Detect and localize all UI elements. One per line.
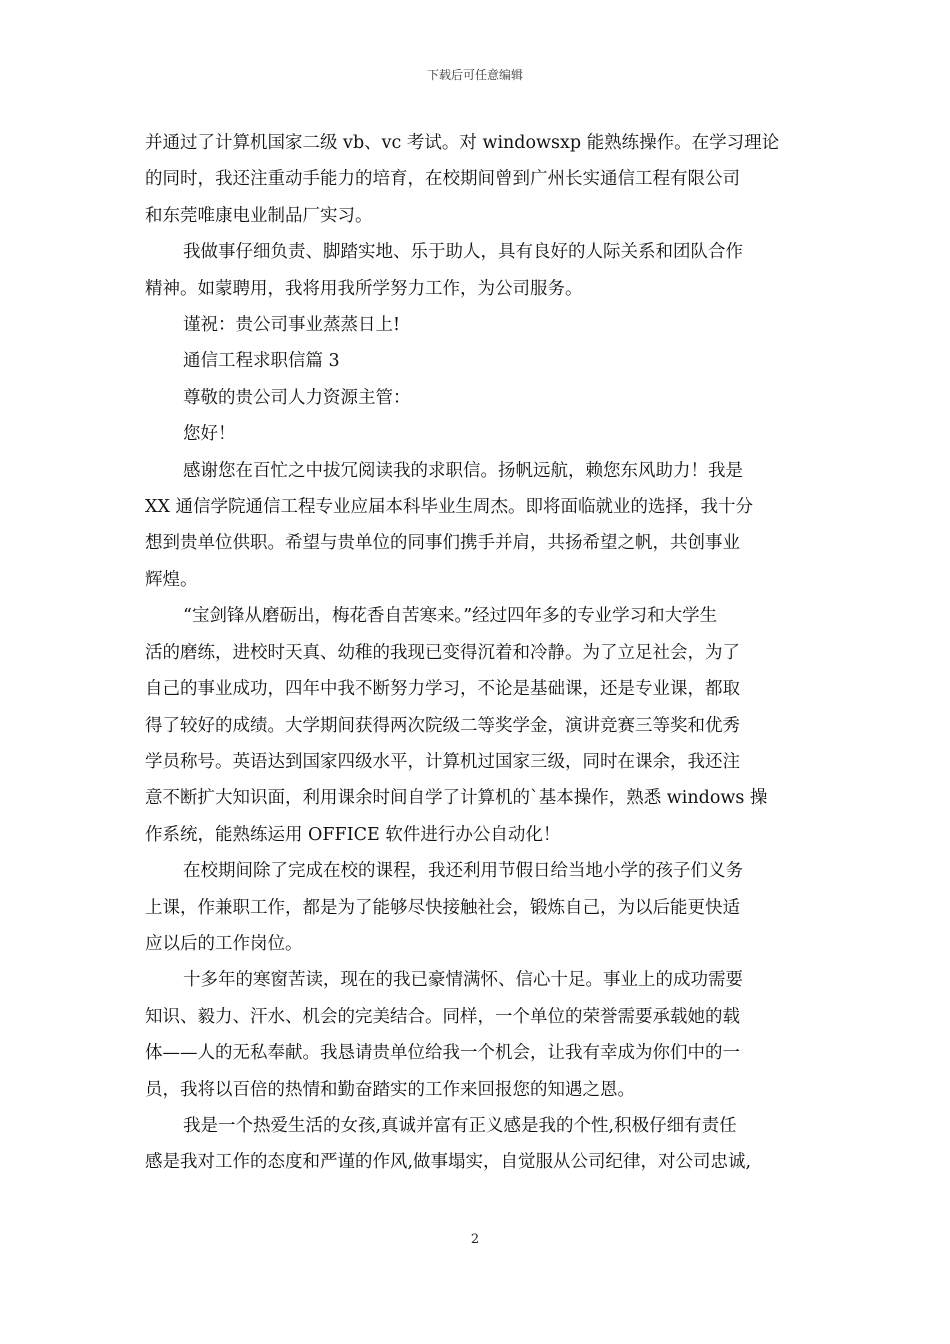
text-line: 在校期间除了完成在校的课程，我还利用节假日给当地小学的孩子们义务 <box>183 861 743 882</box>
text-line: 精神。如蒙聘用，我将用我所学努力工作，为公司服务。 <box>145 278 583 299</box>
text-line: 的同时，我还注重动手能力的培育，在校期间曾到广州长实通信工程有限公司 <box>145 169 740 190</box>
text-line: 意不断扩大知识面，利用课余时间自学了计算机的`基本操作，熟悉 windows 操 <box>145 788 768 809</box>
text-line: 想到贵单位供职。希望与贵单位的同事们携手并肩，共扬希望之帆，共创事业 <box>145 533 740 554</box>
text-line: XX 通信学院通信工程专业应届本科毕业生周杰。即将面临就业的选择，我十分 <box>145 497 753 518</box>
text-line: 通信工程求职信篇 3 <box>183 351 340 372</box>
text-line: 体——人的无私奉献。我恳请贵单位给我一个机会，让我有幸成为你们中的一 <box>145 1043 740 1064</box>
text-line: 作系统，能熟练运用 OFFICE 软件进行办公自动化！ <box>145 824 561 845</box>
text-line: 十多年的寒窗苦读，现在的我已豪情满怀、信心十足。事业上的成功需要 <box>183 970 743 991</box>
text-line: “宝剑锋从磨砺出，梅花香自苦寒来。”经过四年多的专业学习和大学生 <box>183 606 718 627</box>
text-line: 尊敬的贵公司人力资源主管： <box>183 387 411 408</box>
text-line: 您好！ <box>183 424 236 445</box>
text-line: 感是我对工作的态度和严谨的作风,做事塌实，自觉服从公司纪律，对公司忠诚, <box>145 1152 752 1173</box>
text-line: 活的磨练，进校时天真、幼稚的我现已变得沉着和冷静。为了立足社会，为了 <box>145 642 740 663</box>
text-line: 辉煌。 <box>145 569 198 590</box>
text-line: 自己的事业成功，四年中我不断努力学习，不论是基础课，还是专业课，都取 <box>145 679 740 700</box>
page-number: 2 <box>470 1232 480 1247</box>
text-line: 并通过了计算机国家二级 vb、vc 考试。对 windowsxp 能熟练操作。在学习理论 <box>145 133 780 153</box>
document-body <box>145 125 810 1181</box>
text-line: 和东莞唯康电业制品厂实习。 <box>145 205 373 226</box>
text-line: 我做事仔细负责、脚踏实地、乐于助人，具有良好的人际关系和团队合作 <box>183 242 743 263</box>
text-line: 知识、毅力、汗水、机会的完美结合。同样，一个单位的荣誉需要承载她的载 <box>145 1006 740 1027</box>
text-line: 应以后的工作岗位。 <box>145 933 303 954</box>
text-line: 谨祝：贵公司事业蒸蒸日上! <box>183 315 401 336</box>
page-header: 下载后可任意编辑 <box>426 68 523 82</box>
text-line: 我是一个热爱生活的女孩,真诚并富有正义感是我的个性,积极仔细有责任 <box>183 1115 737 1136</box>
text-line: 感谢您在百忙之中拔冗阅读我的求职信。扬帆远航，赖您东风助力！我是 <box>183 460 743 481</box>
text-line: 得了较好的成绩。大学期间获得两次院级二等奖学金，演讲竞赛三等奖和优秀 <box>145 715 740 736</box>
text-line: 员，我将以百倍的热情和勤奋踏实的工作来回报您的知遇之恩。 <box>145 1079 635 1100</box>
text-line: 上课，作兼职工作，都是为了能够尽快接触社会，锻炼自己，为以后能更快适 <box>145 897 740 918</box>
text-line: 学员称号。英语达到国家四级水平，计算机过国家三级，同时在课余，我还注 <box>145 751 740 772</box>
